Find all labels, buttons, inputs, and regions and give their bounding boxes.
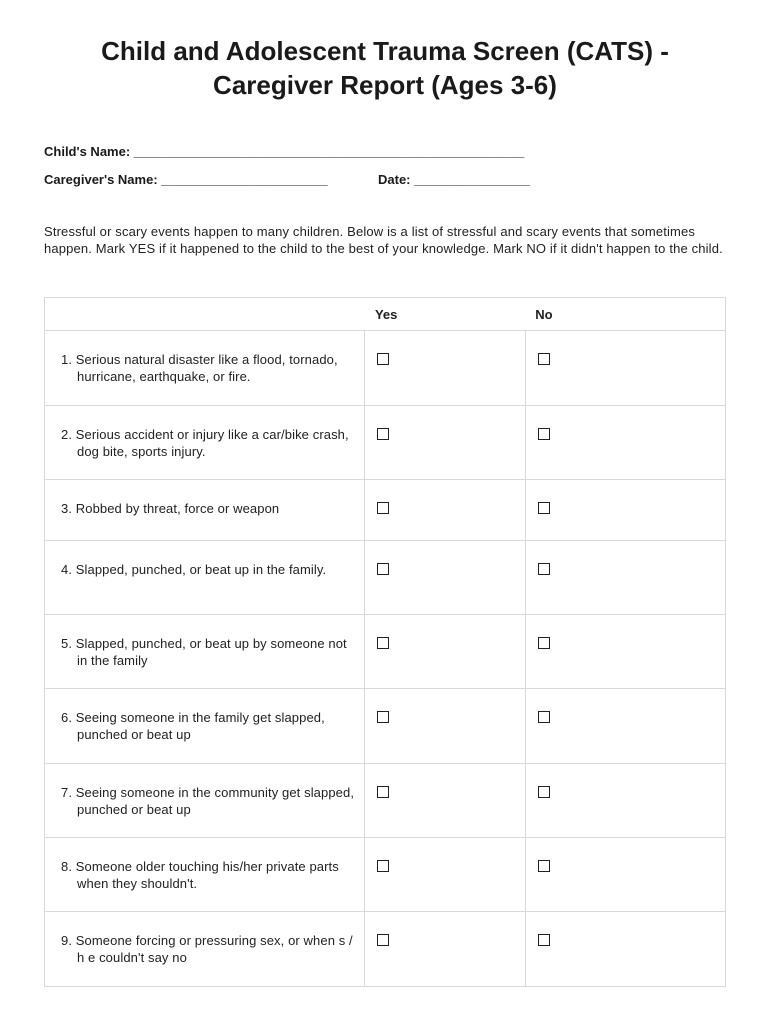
no-cell — [525, 912, 725, 987]
yes-cell — [365, 480, 525, 541]
child-name-label: Child's Name: — [44, 144, 134, 159]
event-question-cell — [45, 615, 365, 689]
date-field[interactable] — [378, 172, 530, 187]
yes-header: Yes — [365, 298, 525, 331]
no-checkbox[interactable] — [538, 711, 550, 723]
no-checkbox[interactable] — [538, 786, 550, 798]
no-checkbox[interactable] — [538, 860, 550, 872]
yes-cell — [365, 541, 525, 615]
event-question-cell — [45, 331, 365, 406]
event-question-cell — [45, 480, 365, 541]
question-header — [45, 298, 365, 331]
yes-cell — [365, 406, 525, 480]
no-cell — [525, 689, 725, 764]
yes-checkbox[interactable] — [377, 353, 389, 365]
no-checkbox[interactable] — [538, 502, 550, 514]
no-checkbox[interactable] — [538, 353, 550, 365]
event-question-text: 2. Serious accident or injury like a car/bike crash, dog bite, sports injury. — [61, 427, 349, 459]
yes-checkbox[interactable] — [377, 860, 389, 872]
yes-checkbox[interactable] — [377, 502, 389, 514]
intro-paragraph: Stressful or scary events happen to many children. Below is a list of stressful and scary events that sometimes happen. Mark YES if it happened to the child to the best of your knowledge. Mark NO if it didn't happen to the child. — [44, 224, 723, 256]
event-question-cell — [45, 541, 365, 615]
events-table — [44, 297, 726, 987]
table-row — [45, 331, 726, 406]
caregiver-name-blank[interactable]: _______________________ — [161, 172, 328, 187]
table-row — [45, 615, 726, 689]
yes-cell — [365, 838, 525, 912]
caregiver-name-label: Caregiver's Name: — [44, 172, 162, 187]
table-row — [45, 689, 726, 764]
no-cell — [525, 541, 725, 615]
yes-cell — [365, 912, 525, 987]
caregiver-name-field[interactable] — [44, 172, 328, 187]
child-name-field[interactable] — [44, 144, 524, 159]
event-question-text: 6. Seeing someone in the family get slapped, punched or beat up — [61, 710, 325, 742]
no-cell — [525, 480, 725, 541]
child-name-blank[interactable]: ______________________________________________________ — [133, 144, 525, 159]
yes-checkbox[interactable] — [377, 934, 389, 946]
event-question-cell — [45, 689, 365, 764]
no-cell — [525, 615, 725, 689]
event-question-text: 1. Serious natural disaster like a flood, tornado, hurricane, earthquake, or fire. — [61, 352, 338, 384]
event-question-cell — [45, 764, 365, 838]
event-question-cell — [45, 838, 365, 912]
no-cell — [525, 838, 725, 912]
event-question-text: 8. Someone older touching his/her private parts when they shouldn't. — [61, 859, 339, 891]
table-row — [45, 541, 726, 615]
no-checkbox[interactable] — [538, 934, 550, 946]
table-header-row — [45, 298, 726, 331]
form-title — [0, 34, 770, 102]
table-row — [45, 406, 726, 480]
yes-checkbox[interactable] — [377, 786, 389, 798]
table-row — [45, 764, 726, 838]
event-question-text: 7. Seeing someone in the community get slapped, punched or beat up — [61, 785, 355, 817]
no-cell — [525, 764, 725, 838]
yes-checkbox[interactable] — [377, 428, 389, 440]
event-question-text: 4. Slapped, punched, or beat up in the family. — [61, 562, 327, 577]
yes-cell — [365, 331, 525, 406]
date-blank[interactable]: ________________ — [414, 172, 530, 187]
events-table-body — [45, 331, 726, 987]
table-row — [45, 912, 726, 987]
no-cell — [525, 406, 725, 480]
yes-cell — [365, 689, 525, 764]
no-checkbox[interactable] — [538, 428, 550, 440]
table-row — [45, 480, 726, 541]
table-row — [45, 838, 726, 912]
yes-cell — [365, 764, 525, 838]
no-header: No — [525, 298, 725, 331]
event-question-text: 3. Robbed by threat, force or weapon — [61, 501, 280, 516]
yes-checkbox[interactable] — [377, 637, 389, 649]
event-question-cell — [45, 406, 365, 480]
event-question-text: 9. Someone forcing or pressuring sex, or when s / h e couldn't say no — [61, 933, 353, 965]
yes-checkbox[interactable] — [377, 563, 389, 575]
no-checkbox[interactable] — [538, 637, 550, 649]
yes-cell — [365, 615, 525, 689]
no-checkbox[interactable] — [538, 563, 550, 575]
date-label: Date: — [378, 172, 415, 187]
event-question-cell — [45, 912, 365, 987]
no-cell — [525, 331, 725, 406]
yes-checkbox[interactable] — [377, 711, 389, 723]
event-question-text: 5. Slapped, punched, or beat up by someone not in the family — [61, 636, 347, 668]
form-title-line2: Caregiver Report (Ages 3-6) — [213, 70, 557, 100]
form-title-line1: Child and Adolescent Trauma Screen (CATS) - — [101, 36, 669, 66]
